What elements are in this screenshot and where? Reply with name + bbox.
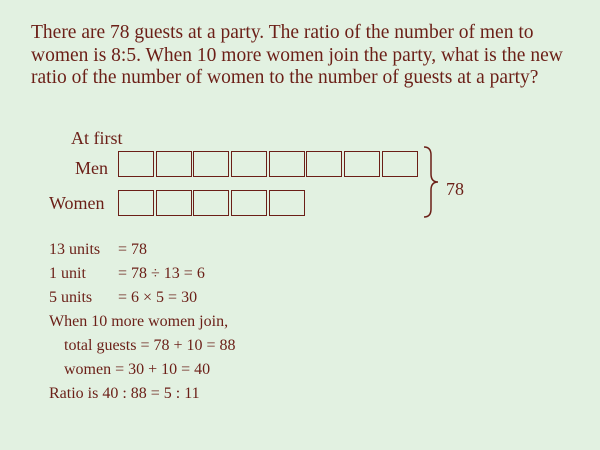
women-unit-box	[118, 190, 154, 216]
total-label: 78	[446, 179, 464, 199]
working-line1-right: = 78	[118, 241, 148, 258]
working-line5: total guests = 78 + 10 = 88	[64, 337, 236, 354]
men-unit-box	[382, 151, 418, 177]
men-label: Men	[75, 158, 108, 178]
working-line3-right: = 6 × 5 = 30	[118, 289, 198, 306]
men-unit-box	[344, 151, 380, 177]
working-line2-right: = 78 ÷ 13 = 6	[118, 265, 205, 282]
men-unit-box	[156, 151, 192, 177]
working-line3-left: 5 units	[49, 289, 93, 306]
women-unit-box	[231, 190, 267, 216]
men-unit-box	[118, 151, 154, 177]
total-brace	[421, 146, 445, 218]
women-unit-box	[193, 190, 229, 216]
women-bar	[118, 190, 306, 216]
men-unit-box	[269, 151, 305, 177]
working-line1-left: 13 units	[49, 241, 101, 258]
women-unit-box	[156, 190, 192, 216]
question-text: There are 78 guests at a party. The ratio of the number of men to women is 8:5. When 10 more women join the party, what is the new ratio of the number of women to the number of guests at a party?	[31, 22, 563, 88]
working-line2-left: 1 unit	[49, 265, 86, 282]
women-unit-box	[269, 190, 305, 216]
working-line6: women = 30 + 10 = 40	[64, 361, 211, 378]
model-heading: At first	[71, 128, 123, 148]
women-label: Women	[49, 193, 105, 213]
working-line4: When 10 more women join,	[49, 313, 229, 330]
men-bar	[118, 151, 420, 177]
working-line7: Ratio is 40 : 88 = 5 : 11	[49, 385, 200, 402]
men-unit-box	[306, 151, 342, 177]
men-unit-box	[231, 151, 267, 177]
men-unit-box	[193, 151, 229, 177]
